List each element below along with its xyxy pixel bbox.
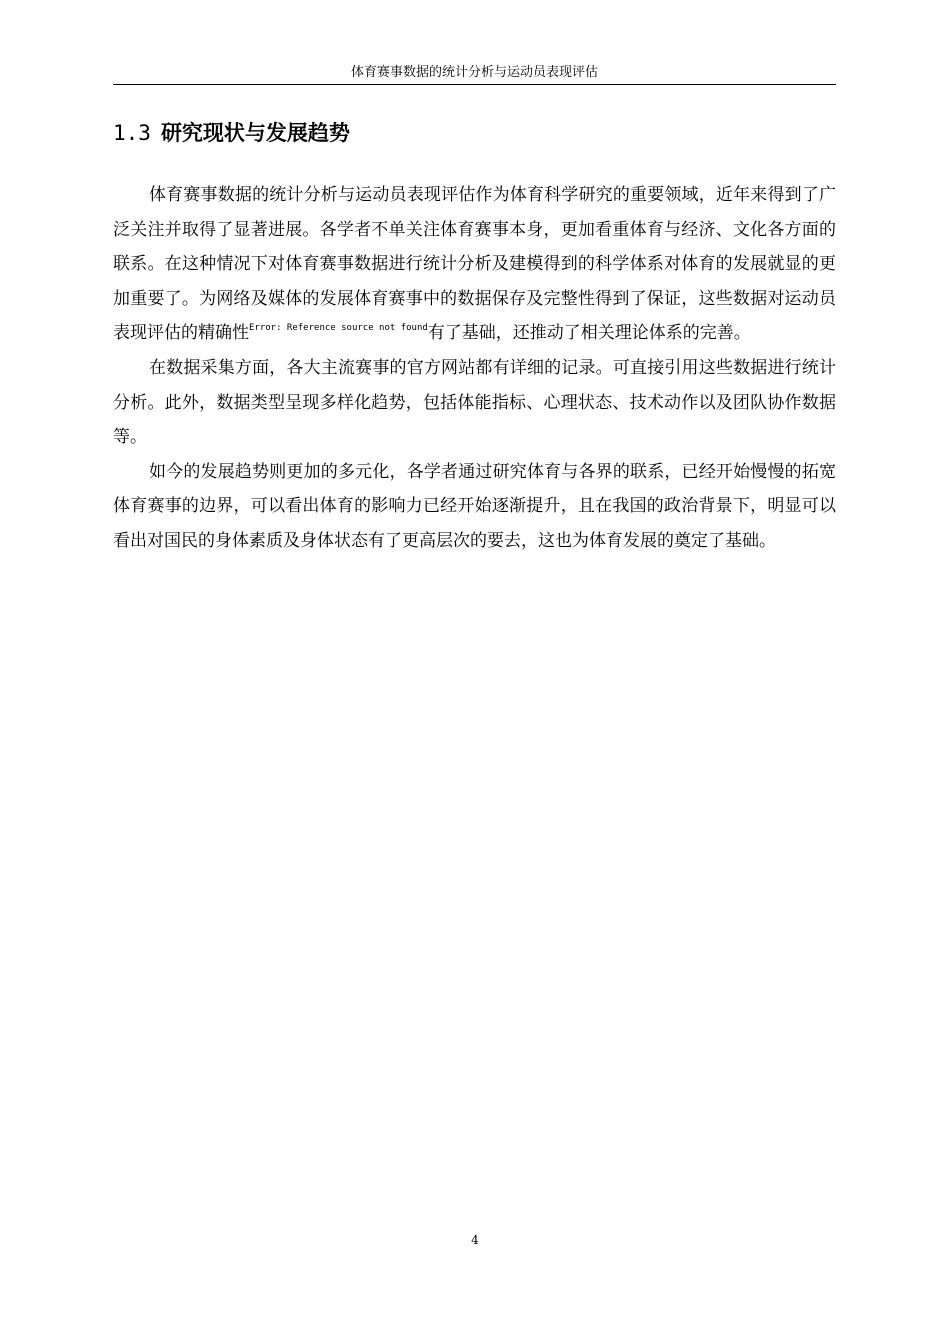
body-text: [113, 178, 836, 559]
paragraph-1-text-end: 有了基础，还推动了相关理论体系的完善。: [427, 323, 751, 344]
section-heading: [113, 116, 350, 150]
page-number: 4: [471, 1233, 479, 1247]
reference-error-marker: Error: Reference source not found: [249, 323, 428, 334]
running-header-title: 体育赛事数据的统计分析与运动员表现评估: [350, 65, 598, 80]
section-number: 1.3: [113, 121, 151, 145]
running-header: [113, 62, 836, 85]
paragraph-3: 如今的发展趋势则更加的多元化，各学者通过研究体育与各界的联系，已经开始慢慢的拓宽体育赛事的边界，可以看出体育的影响力已经开始逐渐提升，且在我国的政治背景下，明显可以看出对国民的身体素质及身体状态有了更高层次的要去，这也为体育发展的奠定了基础。: [113, 461, 836, 551]
paragraph-1: [113, 178, 836, 351]
paragraph-2: 在数据采集方面，各大主流赛事的官方网站都有详细的记录。可直接引用这些数据进行统计分析。此外，数据类型呈现多样化趋势，包括体能指标、心理状态、技术动作以及团队协作数据等。: [113, 357, 836, 448]
paragraph-1-text: 体育赛事数据的统计分析与运动员表现评估作为体育科学研究的重要领域，近年来得到了广泛关注并取得了显著进展。各学者不单关注体育赛事本身，更加看重体育与经济、文化各方面的联系。在这种情况下对体育赛事数据进行统计分析及建模得到的科学体系对体育的发展就显的更加重要了。为网络及媒体的发展体育赛事中的数据保存及完整性得到了保证，这些数据对运动员表现评估的精确性: [113, 185, 836, 344]
section-title: 研究现状与发展趋势: [160, 121, 350, 145]
